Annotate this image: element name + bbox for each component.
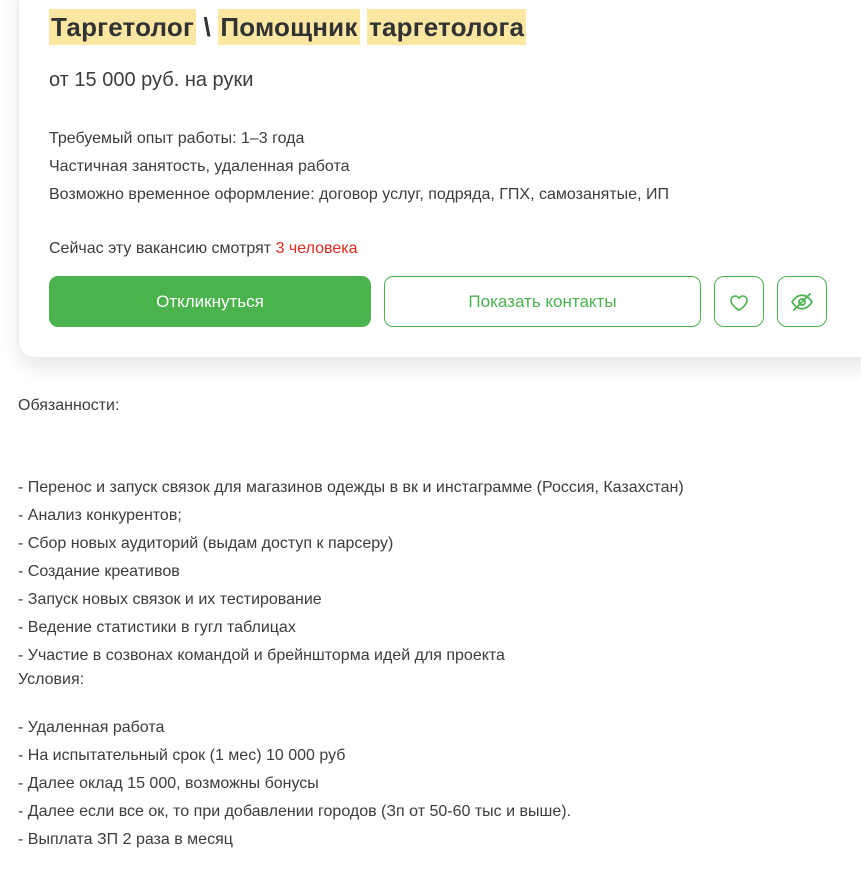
list-item: - Анализ конкурентов; [18,507,182,524]
title-separator: \ [196,12,219,42]
watching-now [49,239,861,259]
heart-icon [727,290,751,314]
conditions-heading: Условия: [18,671,85,688]
experience-required: Требуемый опыт работы: 1–3 года [49,130,305,147]
title-separator [360,12,367,42]
list-item: - Запуск новых связок и их тестирование [18,591,322,608]
apply-button[interactable]: Откликнуться [49,276,371,327]
title-highlight: Таргетолог [49,9,196,45]
vacancy-description [18,396,848,854]
eye-off-icon [789,289,815,315]
title-highlight: Помощник [218,9,359,45]
temporary-registration: Возможно временное оформление: договор услуг, подряда, ГПХ, самозанятые, ИП [49,186,669,203]
action-buttons [49,276,861,327]
title-highlight: таргетолога [367,9,526,45]
favorite-button[interactable] [714,276,764,327]
list-item: - Перенос и запуск связок для магазинов одежды в вк и инстаграмме (Россия, Казахстан) [18,479,684,496]
salary: от 15 000 руб. на руки [49,69,254,91]
vacancy-card [18,0,861,358]
show-contacts-button[interactable]: Показать контакты [384,276,701,327]
list-item: - Далее оклад 15 000, возможны бонусы [18,775,319,792]
responsibilities-list [18,474,848,670]
list-item: - Сбор новых аудиторий (выдам доступ к парсеру) [18,535,394,552]
list-item: - Ведение статистики в гугл таблицах [18,619,296,636]
employment-type: Частичная занятость, удаленная работа [49,158,350,175]
vacancy-details [49,125,861,209]
list-item: - Далее если все ок, то при добавлении городов (Зп от 50-60 тыс и выше). [18,803,572,820]
list-item: - На испытательный срок (1 мес) 10 000 руб [18,747,346,764]
watching-prefix: Сейчас эту вакансию смотрят [49,240,276,257]
responsibilities-heading: Обязанности: [18,397,120,414]
vacancy-title [49,11,861,43]
list-item: - Участие в созвонах командой и брейншторма идей для проекта [18,647,505,664]
watching-count: 3 человека [275,240,358,257]
list-item: - Выплата ЗП 2 раза в месяц [18,831,233,848]
conditions-list [18,714,848,854]
list-item: - Создание креативов [18,563,180,580]
list-item: - Удаленная работа [18,719,165,736]
hide-vacancy-button[interactable] [777,276,827,327]
